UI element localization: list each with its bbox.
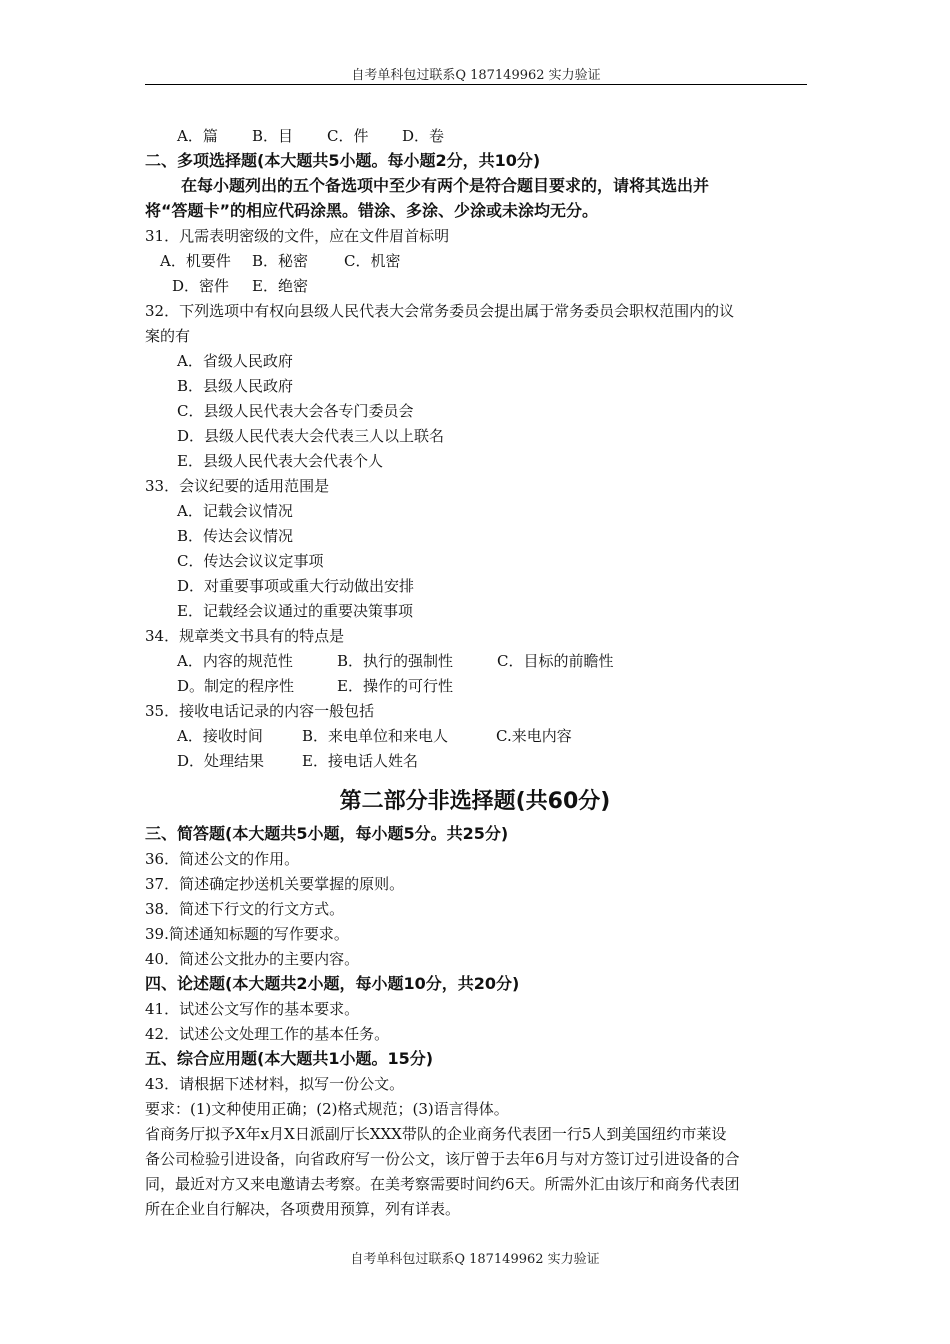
q34-stem: 34．规章类文书具有的特点是: [145, 627, 345, 645]
q32-option-d: D．县级人民代表大会代表三人以上联名: [177, 427, 445, 445]
q33-option-a: A．记载会议情况: [177, 502, 293, 520]
q34-option-d: D。制定的程序性: [177, 677, 295, 695]
q43-material-line: 所在企业自行解决，各项费用预算，列有详表。: [145, 1200, 461, 1218]
part2-title: 第二部分非选择题(共60分): [339, 789, 611, 814]
q31-option-d: D．密件: [172, 277, 230, 295]
section2-instruction-cont: 将“答题卡”的相应代码涂黑。错涂、多涂、少涂或未涂均无分。: [145, 201, 599, 220]
q43-stem: 43．请根据下述材料，拟写一份公文。: [145, 1075, 405, 1093]
q33-stem: 33．会议纪要的适用范围是: [145, 477, 330, 495]
q32-option-a: A．省级人民政府: [177, 352, 293, 370]
q30-option-b: B．目: [252, 127, 294, 145]
q35-option-e: E．接电话人姓名: [302, 752, 418, 770]
q32-option-e: E．县级人民代表大会代表个人: [177, 452, 383, 470]
q35-stem: 35．接收电话记录的内容一般包括: [145, 702, 375, 720]
q37: 37．简述确定抄送机关要掌握的原则。: [145, 875, 405, 893]
q43-material-line: 省商务厅拟予X年x月X日派副厅长XXX带队的企业商务代表团一行5人到美国纽约市莱设: [145, 1125, 727, 1143]
q33-option-d: D．对重要事项或重大行动做出安排: [177, 577, 415, 595]
section2-title: 二、多项选择题(本大题共5小题。每小题2分，共10分): [145, 151, 541, 170]
q38: 38．简述下行文的行文方式。: [145, 900, 345, 918]
q35-option-c: C.来电内容: [496, 727, 572, 745]
q34-option-a: A．内容的规范性: [177, 652, 293, 670]
q40: 40．简述公文批办的主要内容。: [145, 950, 360, 968]
q31-stem: 31．凡需表明密级的文件，应在文件眉首标明: [145, 227, 450, 245]
q31-option-c: C．机密: [344, 252, 401, 270]
q31-option-a: A．机要件: [160, 252, 231, 270]
q32-stem-cont: 案的有: [145, 327, 191, 345]
section4-title: 四、论述题(本大题共2小题，每小题10分，共20分): [145, 974, 520, 993]
q32-option-b: B．县级人民政府: [177, 377, 294, 395]
q33-option-b: B．传达会议情况: [177, 527, 294, 545]
q32-stem: 32．下列选项中有权向县级人民代表大会常务委员会提出属于常务委员会职权范围内的议: [145, 302, 735, 320]
q36: 36．简述公文的作用。: [145, 850, 300, 868]
q30-option-c: C．件: [327, 127, 369, 145]
q32-option-c: C．县级人民代表大会各专门委员会: [177, 402, 414, 420]
q35-option-b: B．来电单位和来电人: [302, 727, 449, 745]
page-header: 自考单科包过联系Q 187149962 实力验证: [351, 68, 601, 83]
q43-requirements: 要求：(1)文种使用正确；(2)格式规范；(3)语言得体。: [145, 1100, 509, 1118]
section5-title: 五、综合应用题(本大题共1小题。15分): [145, 1049, 434, 1068]
q30-option-a: A．篇: [177, 127, 218, 145]
q33-option-e: E．记载经会议通过的重要决策事项: [177, 602, 413, 620]
q31-option-e: E．绝密: [252, 277, 308, 295]
page-footer: 自考单科包过联系Q 187149962 实力验证: [350, 1252, 600, 1267]
section2-instruction: 在每小题列出的五个备选项中至少有两个是符合题目要求的，请将其选出并: [181, 176, 710, 195]
q35-option-a: A．接收时间: [177, 727, 263, 745]
section3-title: 三、简答题(本大题共5小题，每小题5分。共25分): [145, 824, 509, 843]
q35-option-d: D．处理结果: [177, 752, 265, 770]
q31-option-b: B．秘密: [252, 252, 309, 270]
q30-option-d: D．卷: [402, 127, 445, 145]
q34-option-e: E．操作的可行性: [337, 677, 453, 695]
q33-option-c: C．传达会议议定事项: [177, 552, 324, 570]
q41: 41．试述公文写作的基本要求。: [145, 1000, 360, 1018]
header-divider: [145, 84, 807, 85]
q34-option-c: C．目标的前瞻性: [497, 652, 614, 670]
q34-option-b: B．执行的强制性: [337, 652, 454, 670]
q39: 39.简述通知标题的写作要求。: [145, 925, 349, 943]
q42: 42．试述公文处理工作的基本任务。: [145, 1025, 390, 1043]
q43-material-line: 备公司检验引进设备，向省政府写一份公文，该厅曾于去年6月与对方签订过引进设备的合: [145, 1150, 740, 1168]
q43-material-line: 同，最近对方又来电邀请去考察。在美考察需要时间约6天。所需外汇由该厅和商务代表团: [145, 1175, 740, 1193]
